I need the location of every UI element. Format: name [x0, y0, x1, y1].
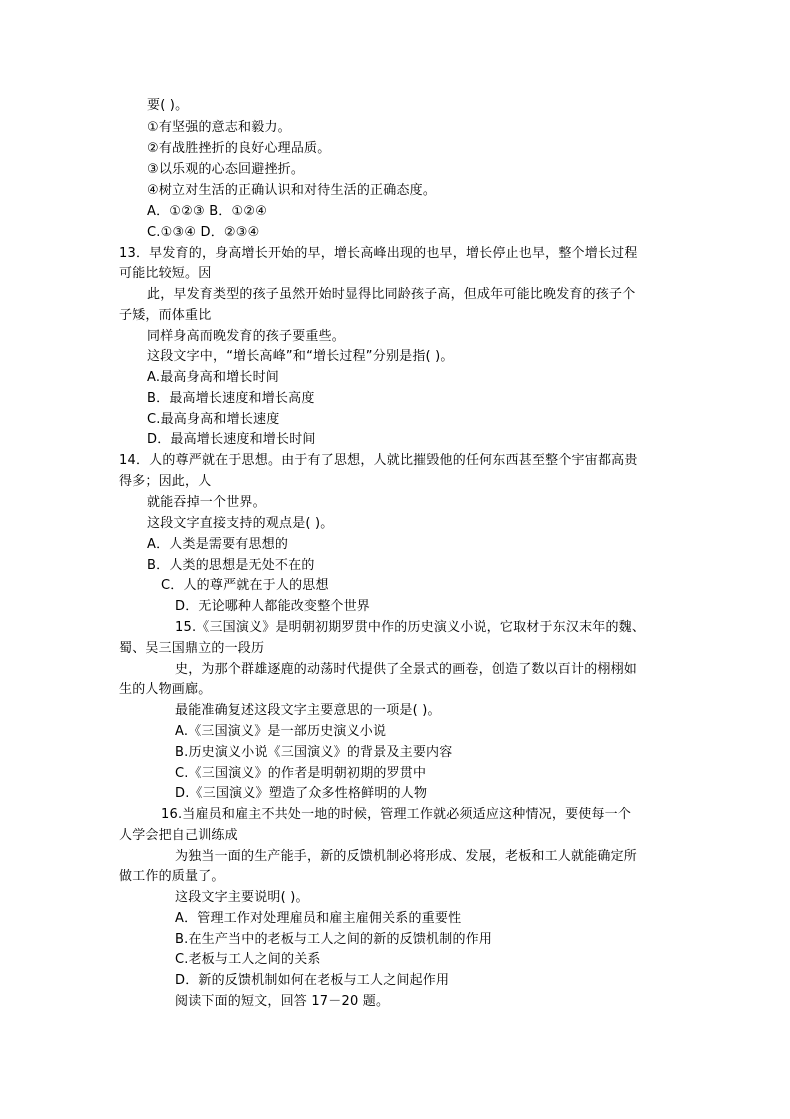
text-line: A．人类是需要有思想的 [147, 537, 289, 552]
text-line: B．人类的思想是无处不在的 [147, 558, 315, 573]
text-line: 这段文字直接支持的观点是( )。 [147, 516, 334, 531]
text-line: ④树立对生活的正确认识和对待生活的正确态度。 [147, 183, 437, 198]
text-line: 最能准确复述这段文字主要意思的一项是( )。 [175, 703, 441, 718]
text-line: A．①②③ B．①②④ [147, 204, 268, 219]
text-line: C.《三国演义》的作者是明朝初期的罗贯中 [175, 766, 427, 781]
text-line: 为独当一面的生产能手，新的反馈机制必将形成、发展，老板和工人就能确定所 [175, 849, 638, 864]
text-line: B.在生产当中的老板与工人之间的新的反馈机制的作用 [175, 932, 493, 947]
text-line: 要( )。 [147, 98, 189, 113]
text-line: 做工作的质量了。 [119, 869, 225, 884]
text-line: 得多；因此，人 [119, 474, 212, 489]
text-line: C.①③④ D．②③④ [147, 225, 260, 240]
text-line: 14．人的尊严就在于思想。由于有了思想，人就比摧毁他的任何东西甚至整个宇宙都高贵 [119, 453, 638, 468]
text-line: 同样身高而晚发育的孩子要重些。 [147, 329, 346, 344]
text-line: 子矮，而体重比 [119, 308, 212, 323]
text-line: 15.《三国演义》是明朝初期罗贯中作的历史演义小说，它取材于东汉末年的魏、 [175, 620, 646, 635]
text-line: 阅读下面的短文，回答 17－20 题。 [175, 994, 390, 1009]
text-line: D.《三国演义》塑造了众多性格鲜明的人物 [175, 786, 428, 801]
text-line: 16.当雇员和雇主不共处一地的时候，管理工作就必须适应这种情况，要使每一个 [161, 807, 632, 822]
text-line: 13．早发育的，身高增长开始的早，增长高峰出现的也早，增长停止也早，整个增长过程 [119, 246, 638, 261]
text-line: D．最高增长速度和增长时间 [147, 432, 316, 447]
text-line: 此，早发育类型的孩子虽然开始时显得比同龄孩子高，但成年可能比晚发育的孩子个 [147, 287, 636, 302]
text-line: ①有坚强的意志和毅力。 [147, 120, 291, 135]
text-line: 这段文字主要说明( )。 [175, 890, 309, 905]
text-line: B．最高增长速度和增长高度 [147, 391, 315, 406]
text-line: A.最高身高和增长时间 [147, 370, 279, 385]
text-line: 就能吞掉一个世界。 [147, 495, 266, 510]
text-line: ②有战胜挫折的良好心理品质。 [147, 141, 331, 156]
text-line: D．新的反馈机制如何在老板与工人之间起作用 [175, 973, 450, 988]
text-line: 生的人物画廊。 [119, 682, 212, 697]
text-line: C．人的尊严就在于人的思想 [161, 578, 329, 593]
text-line: 这段文字中，“增长高峰”和“增长过程”分别是指( )。 [147, 349, 454, 364]
text-line: 蜀、吴三国鼎立的一段历 [119, 641, 265, 656]
text-line: C.最高身高和增长速度 [147, 412, 280, 427]
text-line: 人学会把自己训练成 [119, 828, 238, 843]
text-line: ③以乐观的心态回避挫折。 [147, 162, 305, 177]
text-line: A．管理工作对处理雇员和雇主雇佣关系的重要性 [175, 911, 462, 926]
text-line: C.老板与工人之间的关系 [175, 952, 321, 967]
text-line: 可能比较短。因 [119, 266, 212, 281]
text-line: A.《三国演义》是一部历史演义小说 [175, 724, 387, 739]
text-line: 史，为那个群雄逐鹿的动荡时代提供了全景式的画卷，创造了数以百计的栩栩如 [175, 662, 638, 677]
text-line: B.历史演义小说《三国演义》的背景及主要内容 [175, 745, 453, 760]
text-line: D．无论哪种人都能改变整个世界 [175, 599, 371, 614]
